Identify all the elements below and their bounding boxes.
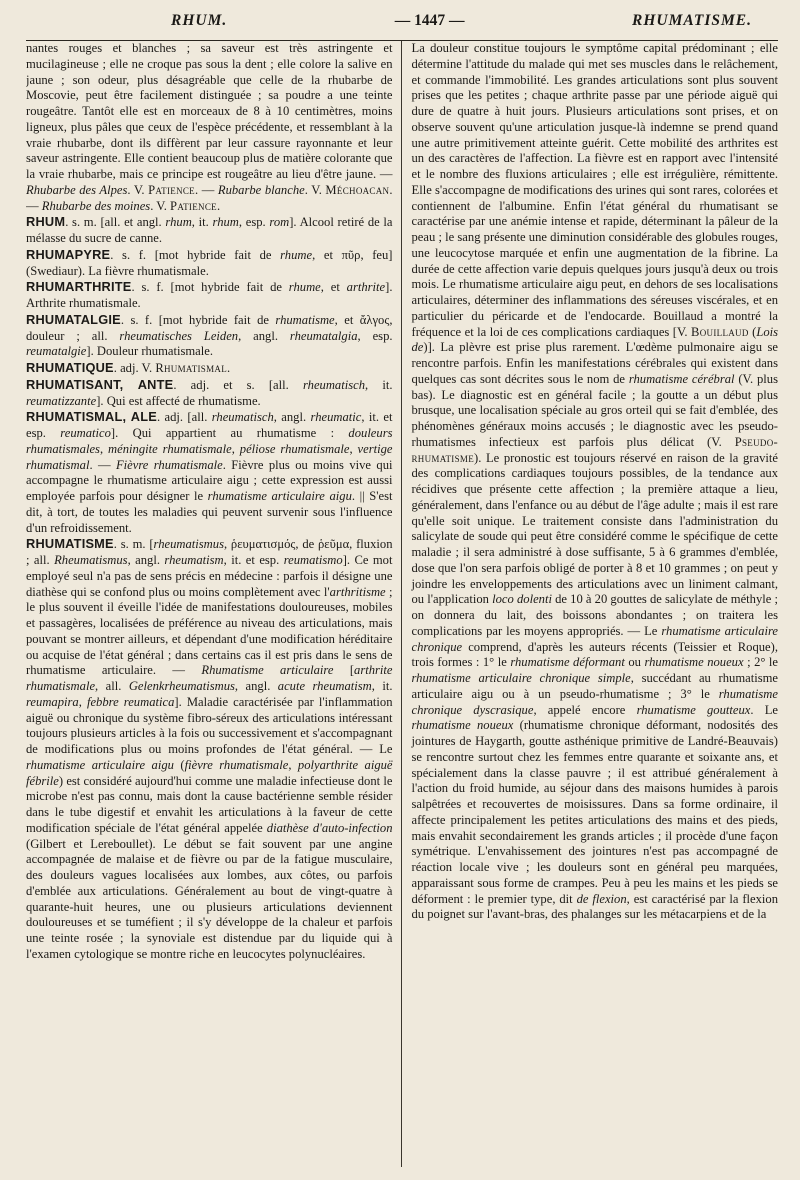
entry-headword: RHUMARTHRITE <box>26 279 132 295</box>
entry-text: . s. f. [mot hybride fait de rhume, et arthrite]. Arthrite rhumatismale. <box>26 280 393 310</box>
entry-headword: RHUMATIQUE <box>26 360 114 375</box>
entry-text: . s. m. [all. et angl. rhum, it. rhum, esp. rom]. Alcool retiré de la mélasse du sucre de canne. <box>26 215 393 245</box>
entry-headword: RHUMAPYRE <box>26 246 111 262</box>
entry-headword: RHUMATISME <box>26 536 114 552</box>
entry-text: . adj. et s. [all. rheumatisch, it. reumatizzante]. Qui est affecté de rhumatisme. <box>26 377 393 408</box>
entry-text: . s. f. [mot hybride fait de rhume, et πῦρ, feu] (Swediaur). La fièvre rhumatismale. <box>26 247 393 278</box>
entry-headword: RHUM <box>26 214 66 230</box>
dictionary-entry <box>26 279 393 312</box>
entry-text: nantes rouges et blanches ; sa saveur est très astringente et mucilagineuse ; elle ne croque pas sous la dent ; elle colore la salive en jaune ; son odeur, plus désagréable que celle de la rhubarbe de Moscovie, peut être facilement distinguée ; sa poudre a une teinte rougeâtre. Tantôt elle est en morceaux de 8 à 10 centimètres, moins ligneux, plus pâles que ceux de l'espèce précédente, et ressemblant à la vraie rhubarbe, dont ils diffèrent par leur cassure rayonnante et leur saveur astringente. Elle contient beaucoup plus de matière colorante que la vraie rhubarbe, mais ce principe est rougeâtre au lieu d'être jaune. — Rhubarbe des Alpes. V. Patience. — Rubarbe blanche. V. Méchoacan. — Rhubarbe des moines. V. Patience. <box>26 41 393 213</box>
dictionary-entry <box>26 409 393 536</box>
entry-text: . s. f. [mot hybride fait de rhumatisme, et ἄλγος, douleur ; all. rheumatisches Leiden, angl. rheumatalgia, esp. reumatalgie]. Douleur rhumatismale. <box>26 312 393 359</box>
entry-text: . adj. [all. rheumatisch, angl. rheumatic, it. et esp. reumatico]. Qui appartient au rhumatisme : douleurs rhumatismales, méningite rhumatismale, péliose rhumatismale, vertige rhumatismal. — Fièvre rhumatismale. Fièvre plus ou moins vive qui accompagne le rhumatisme articulaire aigu ; cette expression est aussi employée parfois pour désigner le rhumatisme articulaire aigu. || S'est dit, à tort, de toutes les maladies qui peuvent survenir sous l'influence d'un refroidissement. <box>26 410 393 535</box>
running-header <box>26 12 778 38</box>
entry-headword: RHUMATALGIE <box>26 311 121 327</box>
entry-text: . adj. V. Rhumatismal. <box>113 361 231 375</box>
body-paragraph <box>412 41 779 923</box>
dictionary-entry <box>26 377 393 410</box>
entry-headword: RHUMATISANT, ANTE <box>26 376 174 392</box>
page-number: — 1447 — <box>394 12 465 29</box>
header-left-word: RHUM. <box>171 12 228 29</box>
text-columns <box>26 41 778 1167</box>
dictionary-entry <box>26 214 393 247</box>
dictionary-entry <box>26 536 393 962</box>
left-column <box>26 41 401 1167</box>
header-right-word: RHUMATISME. <box>632 12 752 29</box>
right-column <box>401 41 779 1167</box>
entry-text: La douleur constitue toujours le symptôme capital prédominant ; elle détermine l'attitude du malade qui met ses muscles dans le relâchement, et commande l'immobilité. Les grandes articulations sont plus souvent prises que les petites ; chaque arthrite passe par une période aiguë qui dure de quatre à huit jours. Plusieurs articulations sont prises, et on observe souvent qu'une articulation jusque-là indemne se prend quand une autre primitivement atteinte guérit. Cette mobilité des arthrites est un des caractères de l'affection. La fièvre est en rapport avec l'intensité et le nombre des fluxions articulaires ; elle est irrégulière, rémittente. Elle s'accompagne de modifications des urines qui sont rares, colorées et contiennent de l'albumine. Enfin l'état général du rhumatisant se caractérise par une anémie intense et rapide, déterminant la pâleur de la peau ; le sang présente une diminution considérable des globules rouges, une leucocytose marquée et enfin une augmentation de la fibrine. La durée de cette affection varie depuis quelques jours jusqu'à deux ou trois mois. Le rhumatisme articulaire aigu peut, en dehors de ses localisations articulaires, déterminer des inflammations des séreuses viscérales, et en particulier du péricarde et de l'endocarde. Bouillaud a montré la fréquence et la loi de ces complications cardiaques [V. Bouillaud (Lois de)]. La plèvre est prise plus rarement. L'œdème pulmonaire aigu se rencontre parfois. Enfin les manifestations cérébrales qui existent dans quelques cas sont décrites sous le nom de rhumatisme cérébral (V. plus bas). Le diagnostic est en général facile ; la goutte a un début plus brusque, une localisation spéciale au gros orteil qui se fait d'emblée, des phénomènes généraux moins accusés ; le diagnostic avec les pseudo-rhumatismes infectieux est parfois plus délicat (V. Pseudo-rhumatisme). Le pronostic est toujours réservé en raison de la gravité des complications cardiaques toujours possibles, de la tendance aux récidives que présente cette affection ; la première attaque a lieu, généralement, dans l'enfance ou au début de l'âge adulte ; mais il est rare qu'elle soit unique. Le traitement consiste dans l'administration du salicylate de soude qui peut être considéré comme le spécifique de cette maladie ; il sera administré à dose suffisante, 5 à 6 grammes d'emblée, dose que l'on sera parfois obligé de porter à 8 et 10 grammes ; on peut y joindre les enveloppements des articulations avec un liniment calmant, ou l'application loco dolenti de 10 à 20 gouttes de salicylate de méthyle ; on donnera du lait, des boissons abondantes ; on traitera les complications par les moyens appropriés. — Le rhumatisme articulaire chronique comprend, d'après les auteurs récents (Teissier et Roque), trois formes : 1° le rhumatisme déformant ou rhumatisme noueux ; 2° le rhumatisme articulaire chronique simple, succédant au rhumatisme articulaire aigu ou à un pseudo-rhumatisme ; 3° le rhumatisme chronique dyscrasique, appelé encore rhumatisme goutteux. Le rhumatisme noueux (rhumatisme chronique déformant, nodosités des jointures de Haygarth, goutte asthénique primitive de Landré-Beauvais) se rencontre surtout chez les femmes entre quarante et soixante ans, et spécialement dans la classe pauvre ; il est attribué généralement à l'action du froid humide, au séjour dans des maisons humides à parois salpêtrées et recouvertes de moisissures. Dans sa forme ordinaire, il affecte principalement les petites articulations des mains et des pieds, mais envahit secondairement les grands articles ; il procède d'une façon symétrique. L'envahissement des jointures n'est pas accompagné de réaction locale vive ; les douleurs sont en général peu marquées, apparaissant sous forme de crampes. Peu à peu les mains et les pieds se déforment : le premier type, dit de flexion, est caractérisé par la flexion du poignet sur l'avant-bras, des phalanges sur les métacarpiens et de la <box>411 41 778 922</box>
body-paragraph <box>26 41 393 214</box>
entry-headword: RHUMATISMAL, ALE <box>26 409 157 425</box>
dictionary-entry <box>26 360 393 377</box>
entry-text: . s. m. [rheumatismus, ῥευματισμός, de ῥεῦμα, fluxion ; all. Rheumatismus, angl. rheumatism, it. et esp. reumatismo]. Ce mot employé seul n'a pas de sens précis en médecine : parfois il désigne une diathèse qui se confond plus ou moins complètement avec l'arthritisme ; le plus souvent il éveille l'idée de manifestations douloureuses, mobiles et passagères, localisées de préférence au niveau des articulations, mais pouvant se montrer ailleurs, et dépendant d'une modification héréditaire ou acquise de l'état général ; dans certains cas il est pris dans le sens de rhumatisme articulaire. — Rhumatisme articulaire [arthrite rhumatismale, all. Gelenkrheumatismus, angl. acute rheumatism, it. reumapira, febbre reumatica]. Maladie caractérisée par l'inflammation aiguë ou chronique du système fibro-séreux des articulations intéressant toujours plusieurs articles à la fois ou successivement et s'accompagnant de modifications plus ou moins profondes de l'état général. — Le rhumatisme articulaire aigu (fièvre rhumatismale, polyarthrite aiguë fébrile) est considéré aujourd'hui comme une maladie infectieuse dont le microbe n'est pas connu, mais dont la cause bactérienne semble résider dans le tube digestif et envahit les articulations à la faveur de cette modification spéciale de l'état général appelée diathèse d'auto-infection (Gilbert et Lereboullet). Le début se fait souvent par une angine accompagnée de malaise et de fièvre ou par de la fatigue musculaire, des douleurs vagues localisées aux lombes, aux côtes, ou parfois d'emblée aux articulations. Généralement au bout de vingt-quatre à quarante-huit heures, une ou plusieurs articulations deviennent douloureuses et se tuméfient ; il s'y développe de la chaleur et parfois une teinte rosée ; la synoviale est distendue par du liquide qui à l'examen cytologique se montre riche en leucocytes polynucléaires. <box>26 537 393 961</box>
dictionary-entry <box>26 312 393 360</box>
dictionary-entry <box>26 247 393 280</box>
